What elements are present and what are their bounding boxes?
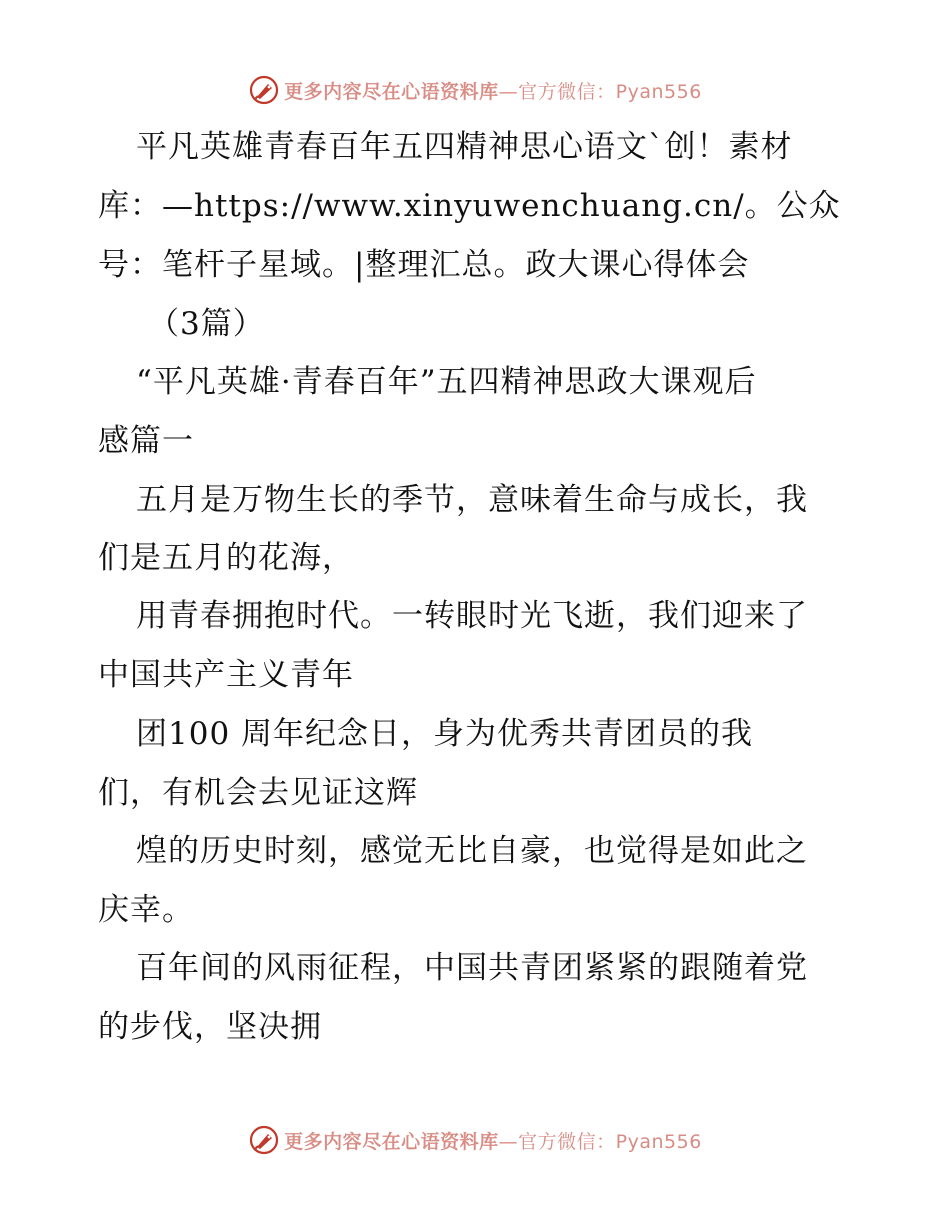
watermark-text [284,1127,702,1154]
doc-line: 库：—https://www.xinyuwenchuang.cn/。公众 [98,188,841,224]
doc-line: “平凡英雄·青春百年”五四精神思政大课观后 [136,364,757,400]
doc-line: 的步伐，坚决拥 [98,1009,322,1045]
doc-line: 号：笔杆子星域。|整理汇总。政大课心得体会 [98,247,750,283]
pen-nib-circle-icon [248,1124,280,1156]
doc-line: 五月是万物生长的季节，意味着生命与成长，我 [136,482,808,518]
doc-line: （3篇） [148,306,265,342]
watermark-tail: 官方微信：Pyan556 [518,1130,702,1153]
doc-line: 平凡英雄青春百年五四精神思心语文`创！素材 [136,129,793,165]
doc-line: 感篇一 [98,423,194,459]
doc-line: 百年间的风雨征程，中国共青团紧紧的跟随着党 [136,950,808,986]
doc-line: 中国共产主义青年 [98,657,354,693]
watermark-main: 更多内容尽在心语资料库 [284,80,499,103]
doc-line: 团100 周年纪念日，身为优秀共青团员的我 [136,716,754,752]
watermark-sep: — [498,80,519,103]
doc-line: 用青春拥抱时代。一转眼时光飞逝，我们迎来了 [136,598,808,634]
watermark-sep: — [498,1130,519,1153]
doc-line: 煌的历史时刻，感觉无比自豪，也觉得是如此之 [136,833,808,869]
watermark-tail: 官方微信：Pyan556 [518,80,702,103]
doc-line: 们是五月的花海， [98,540,354,576]
doc-line: 庆幸。 [98,892,194,928]
doc-line: 们，有机会去见证这辉 [98,775,418,811]
footer-watermark [0,1122,950,1158]
watermark-main: 更多内容尽在心语资料库 [284,1130,499,1153]
